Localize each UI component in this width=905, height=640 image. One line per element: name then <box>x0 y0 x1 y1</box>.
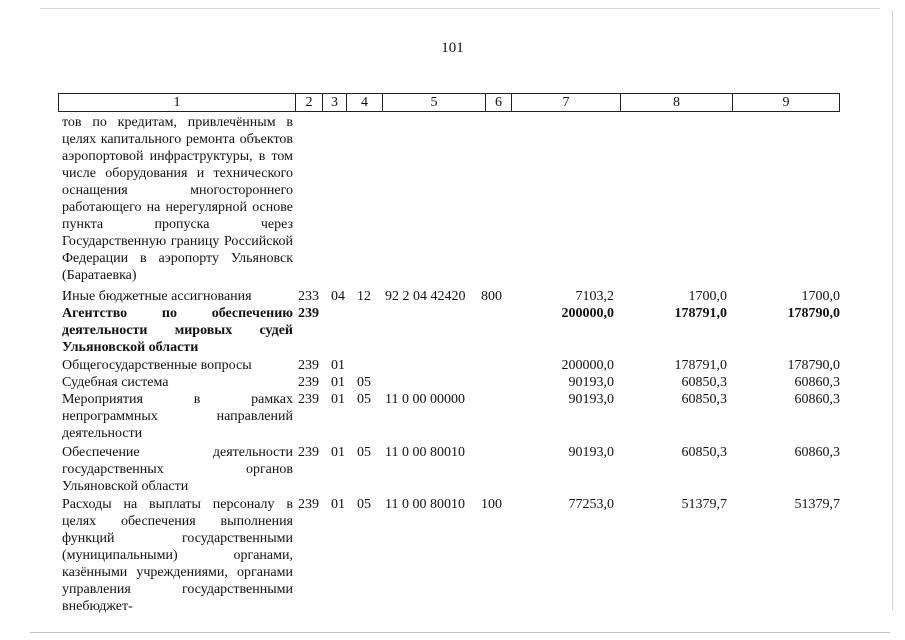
cell-col-9: 178790,0 <box>787 306 840 321</box>
cell-col-2: 239 <box>298 306 319 321</box>
cell-col-7: 200000,0 <box>561 306 614 321</box>
cell-col-3: 01 <box>331 392 345 407</box>
cell-col-5: 11 0 00 80010 <box>385 497 465 512</box>
cell-col-8: 60850,3 <box>681 445 727 460</box>
cell-col-8: 178791,0 <box>674 306 727 321</box>
row-name: Агентство по обеспечению деятельности мировых судей Ульяновской области <box>62 306 293 355</box>
cell-col-7: 90193,0 <box>568 445 614 460</box>
scan-edge-right <box>892 10 893 610</box>
cell-col-9: 60860,3 <box>794 445 840 460</box>
cell-col-7: 90193,0 <box>568 375 614 390</box>
cell-col-4: 12 <box>357 289 371 304</box>
cell-col-7: 200000,0 <box>561 358 614 373</box>
cell-col-6: 100 <box>481 497 502 512</box>
cell-col-9: 1700,0 <box>801 289 840 304</box>
row-name: Общегосударственные вопросы <box>62 358 252 373</box>
header-col-9: 9 <box>782 95 790 110</box>
cell-col-4: 05 <box>357 375 371 390</box>
cell-col-8: 60850,3 <box>681 375 727 390</box>
header-col-5: 5 <box>383 94 486 111</box>
cell-col-8: 60850,3 <box>681 392 727 407</box>
cell-col-2: 239 <box>298 375 319 390</box>
header-col-8: 8 <box>621 94 733 111</box>
row-name: Обеспечение деятельности государственных органов Ульяновской области <box>62 445 293 494</box>
cell-col-7: 90193,0 <box>568 392 614 407</box>
cell-col-3: 04 <box>331 289 345 304</box>
cell-col-8: 1700,0 <box>688 289 727 304</box>
header-col-1: 1 <box>59 94 296 111</box>
cell-col-5: 11 0 00 80010 <box>385 445 465 460</box>
cell-col-3: 01 <box>331 445 345 460</box>
cell-col-8: 51379,7 <box>681 497 727 512</box>
cell-col-3: 01 <box>331 358 345 373</box>
cell-col-2: 239 <box>298 392 319 407</box>
cell-col-4: 05 <box>357 497 371 512</box>
cell-col-3: 01 <box>331 375 345 390</box>
cell-col-2: 233 <box>298 289 319 304</box>
header-col-3: 3 <box>323 94 347 111</box>
header-col-7: 7 <box>512 94 621 111</box>
header-col-6: 6 <box>486 94 512 111</box>
header-col-2: 2 <box>296 94 323 111</box>
cell-col-2: 239 <box>298 497 319 512</box>
header-col-4: 4 <box>347 94 383 111</box>
cell-col-6: 800 <box>481 289 502 304</box>
cell-col-9: 51379,7 <box>794 497 840 512</box>
cell-col-5: 11 0 00 00000 <box>385 392 465 407</box>
table-header <box>58 93 840 112</box>
cell-col-8: 178791,0 <box>674 358 727 373</box>
row-name: тов по кредитам, привлечённым в целях капитального ремонта объектов аэропортовой инфраструктуры, в том числе оборудования и технического оснащения многостороннего работающего на нерегулярной основе пункта пропуска через Государственную границу Российской Федерации в аэропорту Ульяновск (Баратаевка) <box>62 115 293 283</box>
cell-col-4: 05 <box>357 392 371 407</box>
cell-col-5: 92 2 04 42420 <box>385 289 466 304</box>
cell-col-3: 01 <box>331 497 345 512</box>
page-number: 101 <box>441 40 464 56</box>
cell-col-9: 60860,3 <box>794 375 840 390</box>
scan-edge-top <box>40 8 880 9</box>
cell-col-7: 77253,0 <box>568 497 614 512</box>
row-name: Мероприятия в рамках непрограммных направлений деятельности <box>62 392 293 441</box>
row-name: Расходы на выплаты персоналу в целях обеспечения выполнения функций государственными (муниципальными) органами, казёнными учреждениями, органами управления государственными внебюджет- <box>62 497 293 614</box>
cell-col-2: 239 <box>298 358 319 373</box>
cell-col-9: 60860,3 <box>794 392 840 407</box>
cell-col-9: 178790,0 <box>787 358 840 373</box>
row-name: Иные бюджетные ассигнования <box>62 289 252 304</box>
cell-col-2: 239 <box>298 445 319 460</box>
row-name: Судебная система <box>62 375 169 390</box>
cell-col-7: 7103,2 <box>575 289 614 304</box>
scan-edge-bottom <box>30 632 890 633</box>
cell-col-4: 05 <box>357 445 371 460</box>
